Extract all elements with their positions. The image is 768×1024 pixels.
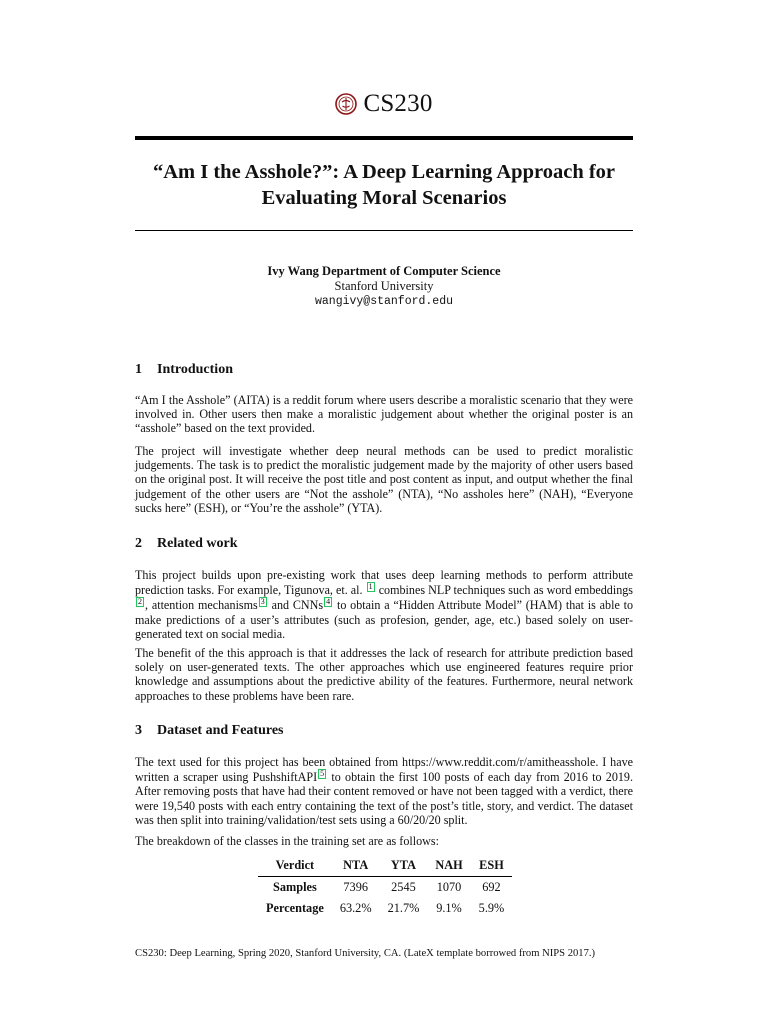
dataset-paragraph-1 [135,755,633,827]
section-heading-introduction [135,362,233,378]
table-cell: 21.7% [387,901,420,915]
citation-link[interactable]: 2 [138,597,142,607]
intro-text-1: “Am I the Asshole” (AITA) is a reddit forum where users describe a moralistic scenario that they were involved in. Other users then make a moralistic judgement about whether the original poster is an “asshole” based on the text provided. [135,393,633,436]
title-line-1: “Am I the Asshole?”: A Deep Learning Approach for [152,161,616,183]
intro-paragraph-1 [135,393,633,436]
citation-link[interactable]: 5 [320,769,325,779]
related-paragraph-2 [135,646,633,703]
table-cell: 63.2% [339,901,372,915]
section-number: 2 [135,536,142,551]
title-rule-bottom [135,230,633,231]
citation-link[interactable]: 1 [368,582,373,592]
table-cell: 2545 [391,880,416,894]
related-text-2: The benefit of the this approach is that it addresses the lack of research for attribute prediction based solely on user-generated texts. The other approaches which use engineered features require prior knowledge and assumptions about the predictive ability of the features. Furthermore, neural network approaches to these problems have been rare. [135,646,633,703]
author-email: wangivy@stanford.edu [314,295,454,308]
related-text-part: and CNNs [271,598,324,613]
row-label: Samples [273,880,317,894]
related-text-part: , attention mechanisms [145,598,258,613]
related-text-part: combines NLP techniques such as word embeddings [378,583,633,598]
row-label: Percentage [266,901,324,915]
section-number: 1 [135,362,142,377]
title-rule-top [135,136,633,140]
table-row [258,898,512,919]
logo-text: CS230 [363,90,433,117]
table-header-cell: NAH [427,855,470,877]
table-header-cell: Verdict [258,855,332,877]
table-header-cell: YTA [380,855,428,877]
dataset-paragraph-2 [135,834,633,848]
table-header-cell: ESH [471,855,513,877]
course-logo [0,90,768,118]
section-title: Introduction [157,362,233,377]
related-text-part: This project builds upon pre-existing work that uses deep learning methods to perform attribute prediction tasks. For example, Tigunova, et. al. [135,568,633,598]
table-header-row [258,855,512,877]
citation-link[interactable]: 4 [326,597,331,607]
table-cell: 9.1% [436,901,462,915]
author-affiliation: Stanford University [334,279,434,293]
paper-title [135,159,633,211]
stanford-seal-icon [335,93,357,115]
dataset-text-part: The text used for this project has been obtained from https://www.reddit.com/r/amitheasshole. I have written a scraper using PushshiftAPI [135,755,633,785]
related-text-1 [135,568,633,641]
title-line-2: Evaluating Moral Scenarios [261,187,507,209]
section-title: Related work [157,536,238,551]
section-heading-related-work [135,536,238,552]
dataset-text-1 [135,755,633,827]
table-cell: 692 [482,880,501,894]
intro-paragraph-2 [135,444,633,515]
section-title: Dataset and Features [157,723,284,738]
author-name: Ivy Wang Department of Computer Science [267,264,501,278]
dataset-text-part: to obtain the first 100 posts of each day from 2016 to 2019. After removing posts that have had their content removed or have not been tagged with a verdict, there were 19,540 posts with each entry containing the text of the post’s title, story, and verdict. The dataset was then split into training/validation/test sets using a 60/20/20 split. [135,770,633,827]
class-breakdown-table [258,855,512,919]
section-number: 3 [135,723,142,738]
table-row [258,877,512,899]
citation-link[interactable]: 3 [260,597,265,607]
intro-text-2: The project will investigate whether deep neural methods can be used to predict moralistic judgements. The task is to predict the moralistic judgement made by the majority of other users based on the original post. It will receive the post title and post content as input, and output whether the final judgement of the other users are “Not the asshole” (NTA), “No assholes here” (NAH), “Everyone sucks here” (ESH), or “You’re the asshole” (YTA). [135,444,633,515]
table-header-cell: NTA [332,855,380,877]
author-block [135,264,633,309]
related-text-part: to obtain a “Hidden Attribute Model” (HAM) that is able to make predictions of a user’s attributes (such as profesion, gender, age, etc.) based solely on user-generated text on social media. [135,598,634,641]
table-cell: 5.9% [478,901,505,915]
dataset-text-2: The breakdown of the classes in the training set are as follows: [135,834,439,848]
page-footer: CS230: Deep Learning, Spring 2020, Stanford University, CA. (LateX template borrowed from NIPS 2017.) [135,948,596,959]
table-cell: 1070 [436,880,462,894]
related-paragraph-1 [135,568,633,641]
section-heading-dataset [135,723,284,739]
table-cell: 7396 [343,880,368,894]
